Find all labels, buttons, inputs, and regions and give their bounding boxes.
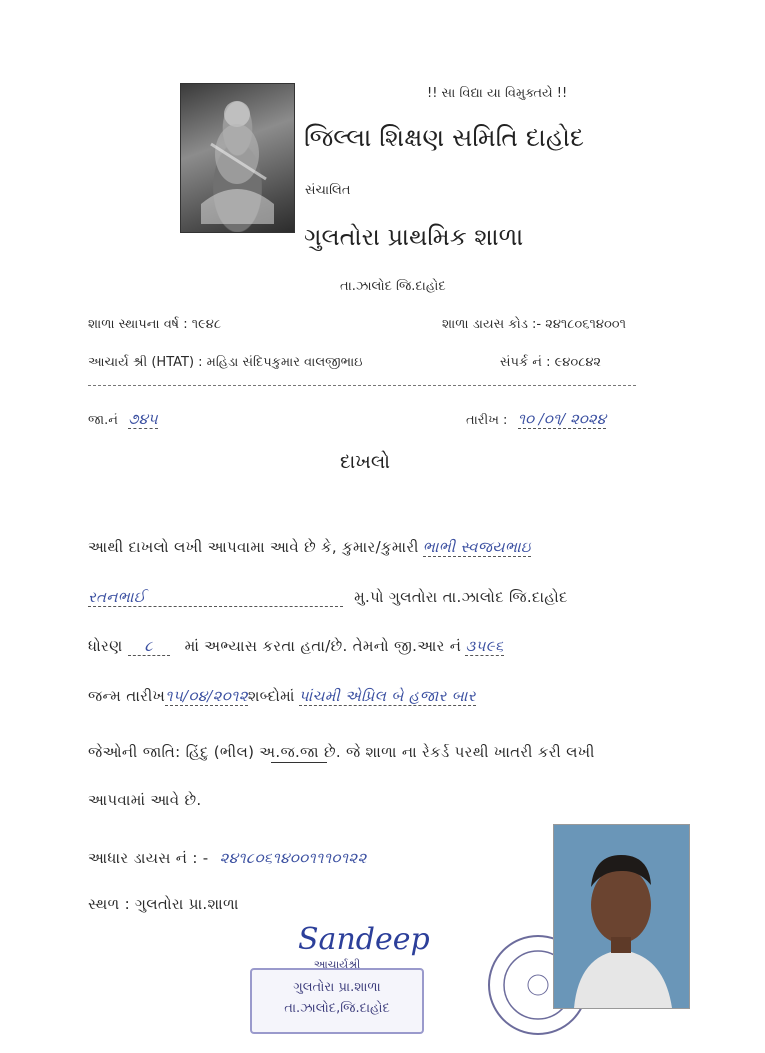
date-label: તારીખ : [466,413,508,428]
school-location: તા.ઝાલોદ જિ.દાહોદ [340,279,446,294]
school-stamp [250,958,424,1034]
body-line-3 [88,637,688,656]
caste-underline [271,762,327,763]
saraswati-portrait [180,83,295,233]
header-divider [88,385,636,386]
gr-number: ૩૫૯૬ [465,637,504,655]
caste-line: જેઓની જાતિ: હિંદુ (ભીલ) અ.જ.જા છે. જે શાળા ના રેકર્ડ પરથી ખાતરી કરી લખી [88,743,595,761]
ref-value: ૭૪૫ [128,410,158,428]
stamp-school-name: ગુલતોરા પ્રા.શાળા [293,980,381,995]
place-text: સ્થળ : ગુલતોરા પ્રા.શાળા [88,895,239,913]
dob-value: ૧૫/૦૪/૨૦૧૨ [165,687,248,705]
ref-label: જા.નં [88,413,118,428]
stamp-designation: આચાર્યશ્રી [313,958,361,971]
certificate-title: દાખલો [340,451,391,473]
address-text: મુ.પો ગુલતોરા તા.ઝાલોદ જિ.દાહોદ [354,588,568,606]
student-name-second: રતનભાઈ [88,588,343,607]
std-value: ૮ [128,637,170,656]
org-name: જિલ્લા શિક્ષણ સમિતિ દાહોદ [304,123,584,152]
std-middle-text: માં અભ્યાસ કરતા હતા/છે. તેમનો જી.આર નં [184,637,462,655]
motto: !! સા વિદ્યા યા વિમુક્તયે !! [427,86,568,101]
std-label: ધોરણ [88,637,123,655]
words-label: શબ્દોમાં [247,687,295,705]
ref-number-row [88,410,158,428]
established-year: શાળા સ્થાપના વર્ષ : ૧૯૪૮ [88,317,221,332]
aadhaar-value: ૨૪૧૮૦૬૧૪૦૦૧૧૧૦૧૨૨ [219,849,367,867]
managed-by: સંચાલિત [305,183,351,198]
body-line-1 [88,538,688,556]
school-name: ગુલતોરા પ્રાથમિક શાળા [304,223,524,251]
principal-signature: Sandeep [298,922,430,957]
body-line-2 [88,588,688,607]
dob-label: જન્મ તારીખ [88,687,166,705]
principal-name: આચાર્ય શ્રી (HTAT) : મહિડા સંદિપકુમાર વાલજીભાઇ [88,355,363,370]
stamp-location: તા.ઝાલોદ,જિ.દાહોદ [284,1001,390,1016]
body-line-4 [88,687,688,705]
student-name-first: ભાભી સ્વજયભાઇ [422,538,531,556]
student-photo [553,824,690,1009]
dise-code: શાળા ડાયસ કોડ :- ૨૪૧૮૦૬૧૪૦૦૧ [442,317,626,332]
closing-text: આપવામાં આવે છે. [88,791,202,809]
aadhaar-row [88,849,367,867]
dob-in-words: પાંચમી એપ્રિલ બે હજાર બાર [298,687,476,705]
date-row [466,410,606,428]
date-value: ૧૦ /૦૧/ ૨૦૨૪ [517,410,606,428]
contact-number: સંપર્ક નં : ૯૪૦૮૪૨ [500,355,602,370]
intro-text: આથી દાખલો લખી આપવામા આવે છે કે, કુમાર/કુમારી [88,538,419,556]
aadhaar-label: આધાર ડાયસ નં : - [88,849,209,867]
